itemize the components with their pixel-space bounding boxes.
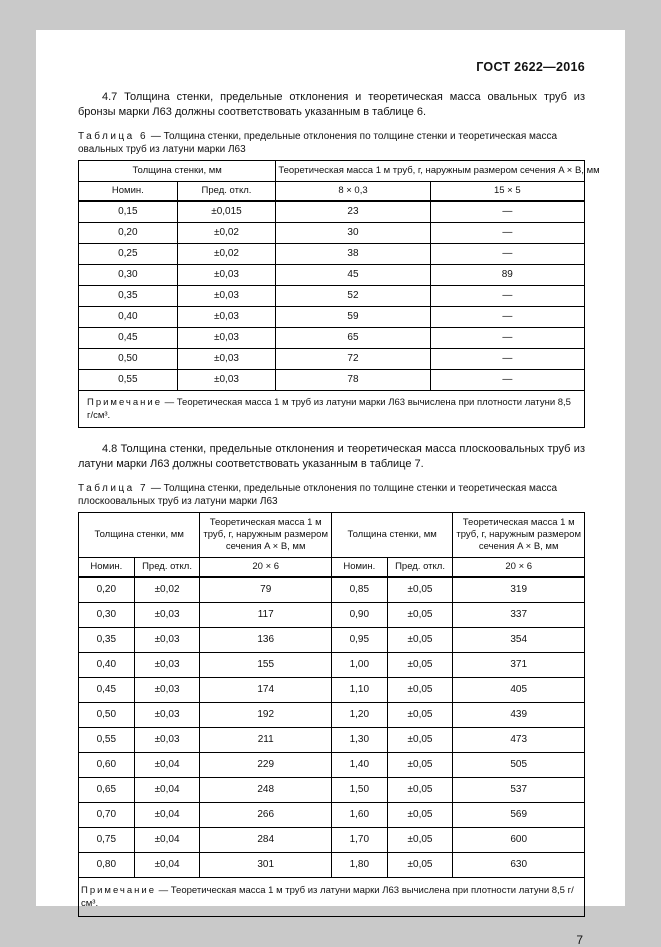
table6-mass-group-header: Теоретическая масса 1 м труб, г, наружным размером сечения A × B, мм — [276, 161, 585, 182]
table-cell: 0,65 — [79, 778, 135, 803]
table-cell: ±0,05 — [387, 603, 453, 628]
table-row — [79, 853, 585, 878]
table7-note — [79, 878, 585, 917]
table7-note-section — [79, 878, 585, 917]
table-row — [79, 728, 585, 753]
table-cell: — — [430, 244, 584, 265]
table-cell: 155 — [200, 653, 332, 678]
table-row — [79, 265, 585, 286]
table-cell: ±0,05 — [387, 803, 453, 828]
paragraph-4-7: 4.7 Толщина стенки, предельные отклонения и теоретическая масса овальных труб из бронзы марки Л63 должны соответствовать указанным в таблице 6. — [78, 91, 585, 118]
table-cell: — — [430, 370, 584, 391]
table-cell: 117 — [200, 603, 332, 628]
table-cell: ±0,02 — [177, 223, 276, 244]
table-cell: 0,85 — [331, 577, 387, 603]
table6 — [78, 160, 600, 428]
table-cell: ±0,05 — [387, 678, 453, 703]
table-cell: ±0,03 — [134, 678, 200, 703]
table7-deviation-header-2: Пред. откл. — [387, 558, 453, 578]
table-cell: 1,60 — [331, 803, 387, 828]
table-cell: ±0,015 — [177, 201, 276, 223]
table-cell: 473 — [453, 728, 585, 753]
table-row — [79, 803, 585, 828]
table7-mass-group-header-2: Теоретическая масса 1 м труб, г, наружным размером сечения A × B, мм — [453, 513, 585, 558]
table-cell: 1,50 — [331, 778, 387, 803]
table-cell: ±0,03 — [177, 286, 276, 307]
table-row — [79, 778, 585, 803]
table-cell: 505 — [453, 753, 585, 778]
table-cell: 537 — [453, 778, 585, 803]
table-cell: 0,55 — [79, 728, 135, 753]
table-cell: 211 — [200, 728, 332, 753]
table-cell: 59 — [276, 307, 430, 328]
table7-thickness-group-header-2: Толщина стенки, мм — [331, 513, 452, 558]
table6-note-row — [79, 391, 585, 428]
table6-caption-text: — Толщина стенки, предельные отклонения по толщине стенки и теоретическая масса овальных труб из латуни марки Л63 — [78, 131, 558, 155]
table-cell: 0,75 — [79, 828, 135, 853]
table6-nominal-header: Номин. — [79, 182, 178, 202]
table-cell: ±0,05 — [387, 778, 453, 803]
table7-nominal-header-1: Номин. — [79, 558, 135, 578]
table-cell: ±0,03 — [177, 265, 276, 286]
table-cell: 1,40 — [331, 753, 387, 778]
table7-group-header-row — [79, 513, 585, 558]
table-row — [79, 328, 585, 349]
table-cell: 0,20 — [79, 577, 135, 603]
table-cell: 0,30 — [79, 265, 178, 286]
table-cell: — — [430, 307, 584, 328]
table-cell: — — [430, 328, 584, 349]
table7-note-label: Примечание — [81, 885, 156, 896]
table7-nominal-header-2: Номин. — [331, 558, 387, 578]
table-cell: ±0,03 — [134, 603, 200, 628]
table-row — [79, 349, 585, 370]
table-cell: 229 — [200, 753, 332, 778]
table-row — [79, 653, 585, 678]
table6-size2-header: 15 × 5 — [430, 182, 584, 202]
table-cell: 79 — [200, 577, 332, 603]
table-cell: 192 — [200, 703, 332, 728]
table7-body — [79, 577, 585, 878]
table-cell: 0,60 — [79, 753, 135, 778]
table7-size-header-1: 20 × 6 — [200, 558, 332, 578]
table-cell: — — [430, 349, 584, 370]
table6-note-text: — Теоретическая масса 1 м труб из латуни марки Л63 вычислена при плотности латуни 8,5 г/см³. — [87, 397, 571, 421]
table-cell: 439 — [453, 703, 585, 728]
table-cell: 1,10 — [331, 678, 387, 703]
table7-thickness-group-header-1: Толщина стенки, мм — [79, 513, 200, 558]
table-cell: ±0,03 — [177, 349, 276, 370]
table-cell: 371 — [453, 653, 585, 678]
table-cell: ±0,03 — [134, 728, 200, 753]
table-cell: 30 — [276, 223, 430, 244]
table-cell: 0,40 — [79, 653, 135, 678]
table-cell: ±0,03 — [177, 307, 276, 328]
table7-caption — [78, 482, 585, 508]
table-cell: ±0,03 — [134, 653, 200, 678]
table-cell: 600 — [453, 828, 585, 853]
table-cell: 0,50 — [79, 703, 135, 728]
table-row — [79, 244, 585, 265]
table-cell: ±0,05 — [387, 728, 453, 753]
table-cell: ±0,05 — [387, 828, 453, 853]
table-cell: ±0,04 — [134, 803, 200, 828]
table-cell: 78 — [276, 370, 430, 391]
table-cell: 1,00 — [331, 653, 387, 678]
table-cell: 0,90 — [331, 603, 387, 628]
table-row — [79, 753, 585, 778]
table-row — [79, 628, 585, 653]
table-cell: ±0,05 — [387, 853, 453, 878]
table-cell: 1,80 — [331, 853, 387, 878]
table-cell: 0,20 — [79, 223, 178, 244]
table-cell: 630 — [453, 853, 585, 878]
table6-body — [79, 201, 585, 391]
table7-mass-group-header-1: Теоретическая масса 1 м труб, г, наружным размером сечения A × B, мм — [200, 513, 332, 558]
table-cell: 38 — [276, 244, 430, 265]
table-cell: 1,20 — [331, 703, 387, 728]
table6-size1-header: 8 × 0,3 — [276, 182, 430, 202]
table-cell: 0,35 — [79, 286, 178, 307]
table-cell: ±0,05 — [387, 653, 453, 678]
table-cell: 0,45 — [79, 328, 178, 349]
table-row — [79, 828, 585, 853]
table-cell: 319 — [453, 577, 585, 603]
table6-note — [79, 391, 585, 428]
table-row — [79, 223, 585, 244]
table-cell: 89 — [430, 265, 584, 286]
table6-caption-label: Таблица 6 — [78, 131, 149, 142]
table6-deviation-header: Пред. откл. — [177, 182, 276, 202]
table-cell: ±0,03 — [134, 628, 200, 653]
table-cell: ±0,04 — [134, 778, 200, 803]
table6-group-header-row — [79, 161, 585, 182]
table-cell: ±0,03 — [177, 328, 276, 349]
table6-note-label: Примечание — [87, 397, 162, 408]
table7-note-text: — Теоретическая масса 1 м труб из латуни марки Л63 вычислена при плотности латуни 8,5 г/см³. — [81, 885, 574, 909]
table6-sub-header-row — [79, 182, 585, 202]
table-cell: 0,45 — [79, 678, 135, 703]
table-cell: ±0,05 — [387, 753, 453, 778]
table-cell: 0,40 — [79, 307, 178, 328]
table-cell: 569 — [453, 803, 585, 828]
document-page — [36, 30, 625, 947]
table-cell: 0,55 — [79, 370, 178, 391]
paragraph-4-8: 4.8 Толщина стенки, предельные отклонения и теоретическая масса плоскоовальных труб из латуни марки Л63 должны соответствовать указанным в таблице 7. — [78, 443, 585, 470]
table-cell: ±0,05 — [387, 703, 453, 728]
table-cell: ±0,04 — [134, 853, 200, 878]
table-cell: 23 — [276, 201, 430, 223]
table-cell: ±0,03 — [177, 370, 276, 391]
table6-note-section — [79, 391, 585, 428]
table-row — [79, 678, 585, 703]
table-cell: — — [430, 223, 584, 244]
table-cell: 0,70 — [79, 803, 135, 828]
table7-size-header-2: 20 × 6 — [453, 558, 585, 578]
table-cell: 337 — [453, 603, 585, 628]
table-row — [79, 201, 585, 223]
table-cell: 301 — [200, 853, 332, 878]
table-cell: 72 — [276, 349, 430, 370]
table6-thickness-group-header: Толщина стенки, мм — [79, 161, 276, 182]
table-cell: ±0,02 — [177, 244, 276, 265]
table-cell: 0,50 — [79, 349, 178, 370]
table-cell: — — [430, 286, 584, 307]
table-cell: 0,25 — [79, 244, 178, 265]
table-cell: 52 — [276, 286, 430, 307]
table-cell: 405 — [453, 678, 585, 703]
table-row — [79, 577, 585, 603]
table7-sub-header-row — [79, 558, 585, 578]
table-cell: 284 — [200, 828, 332, 853]
table-cell: ±0,04 — [134, 828, 200, 853]
table7-caption-text: — Толщина стенки, предельные отклонения по толщине стенки и теоретическая масса плоскоовальных труб из латуни марки Л63 — [78, 483, 558, 507]
table-row — [79, 603, 585, 628]
table-cell: 0,30 — [79, 603, 135, 628]
table7-deviation-header-1: Пред. откл. — [134, 558, 200, 578]
page-number: 7 — [576, 933, 583, 947]
table-cell: 0,35 — [79, 628, 135, 653]
table-cell: 354 — [453, 628, 585, 653]
standard-number: ГОСТ 2622—2016 — [476, 60, 585, 74]
table6-caption — [78, 130, 585, 156]
table-cell: 1,70 — [331, 828, 387, 853]
table-cell: 0,80 — [79, 853, 135, 878]
table-cell: ±0,05 — [387, 577, 453, 603]
table7 — [78, 512, 585, 917]
table-cell: 0,15 — [79, 201, 178, 223]
table-cell: 45 — [276, 265, 430, 286]
table-cell: 174 — [200, 678, 332, 703]
table-cell: 248 — [200, 778, 332, 803]
table-row — [79, 286, 585, 307]
table-cell: ±0,03 — [134, 703, 200, 728]
table-cell: ±0,04 — [134, 753, 200, 778]
table-cell: 65 — [276, 328, 430, 349]
table-cell: ±0,02 — [134, 577, 200, 603]
table-row — [79, 370, 585, 391]
table-cell: 1,30 — [331, 728, 387, 753]
table-cell: 266 — [200, 803, 332, 828]
table-cell: 136 — [200, 628, 332, 653]
table-cell: 0,95 — [331, 628, 387, 653]
table7-caption-label: Таблица 7 — [78, 483, 149, 494]
table-cell: — — [430, 201, 584, 223]
table7-note-row — [79, 878, 585, 917]
table-row — [79, 307, 585, 328]
table-cell: ±0,05 — [387, 628, 453, 653]
table-row — [79, 703, 585, 728]
